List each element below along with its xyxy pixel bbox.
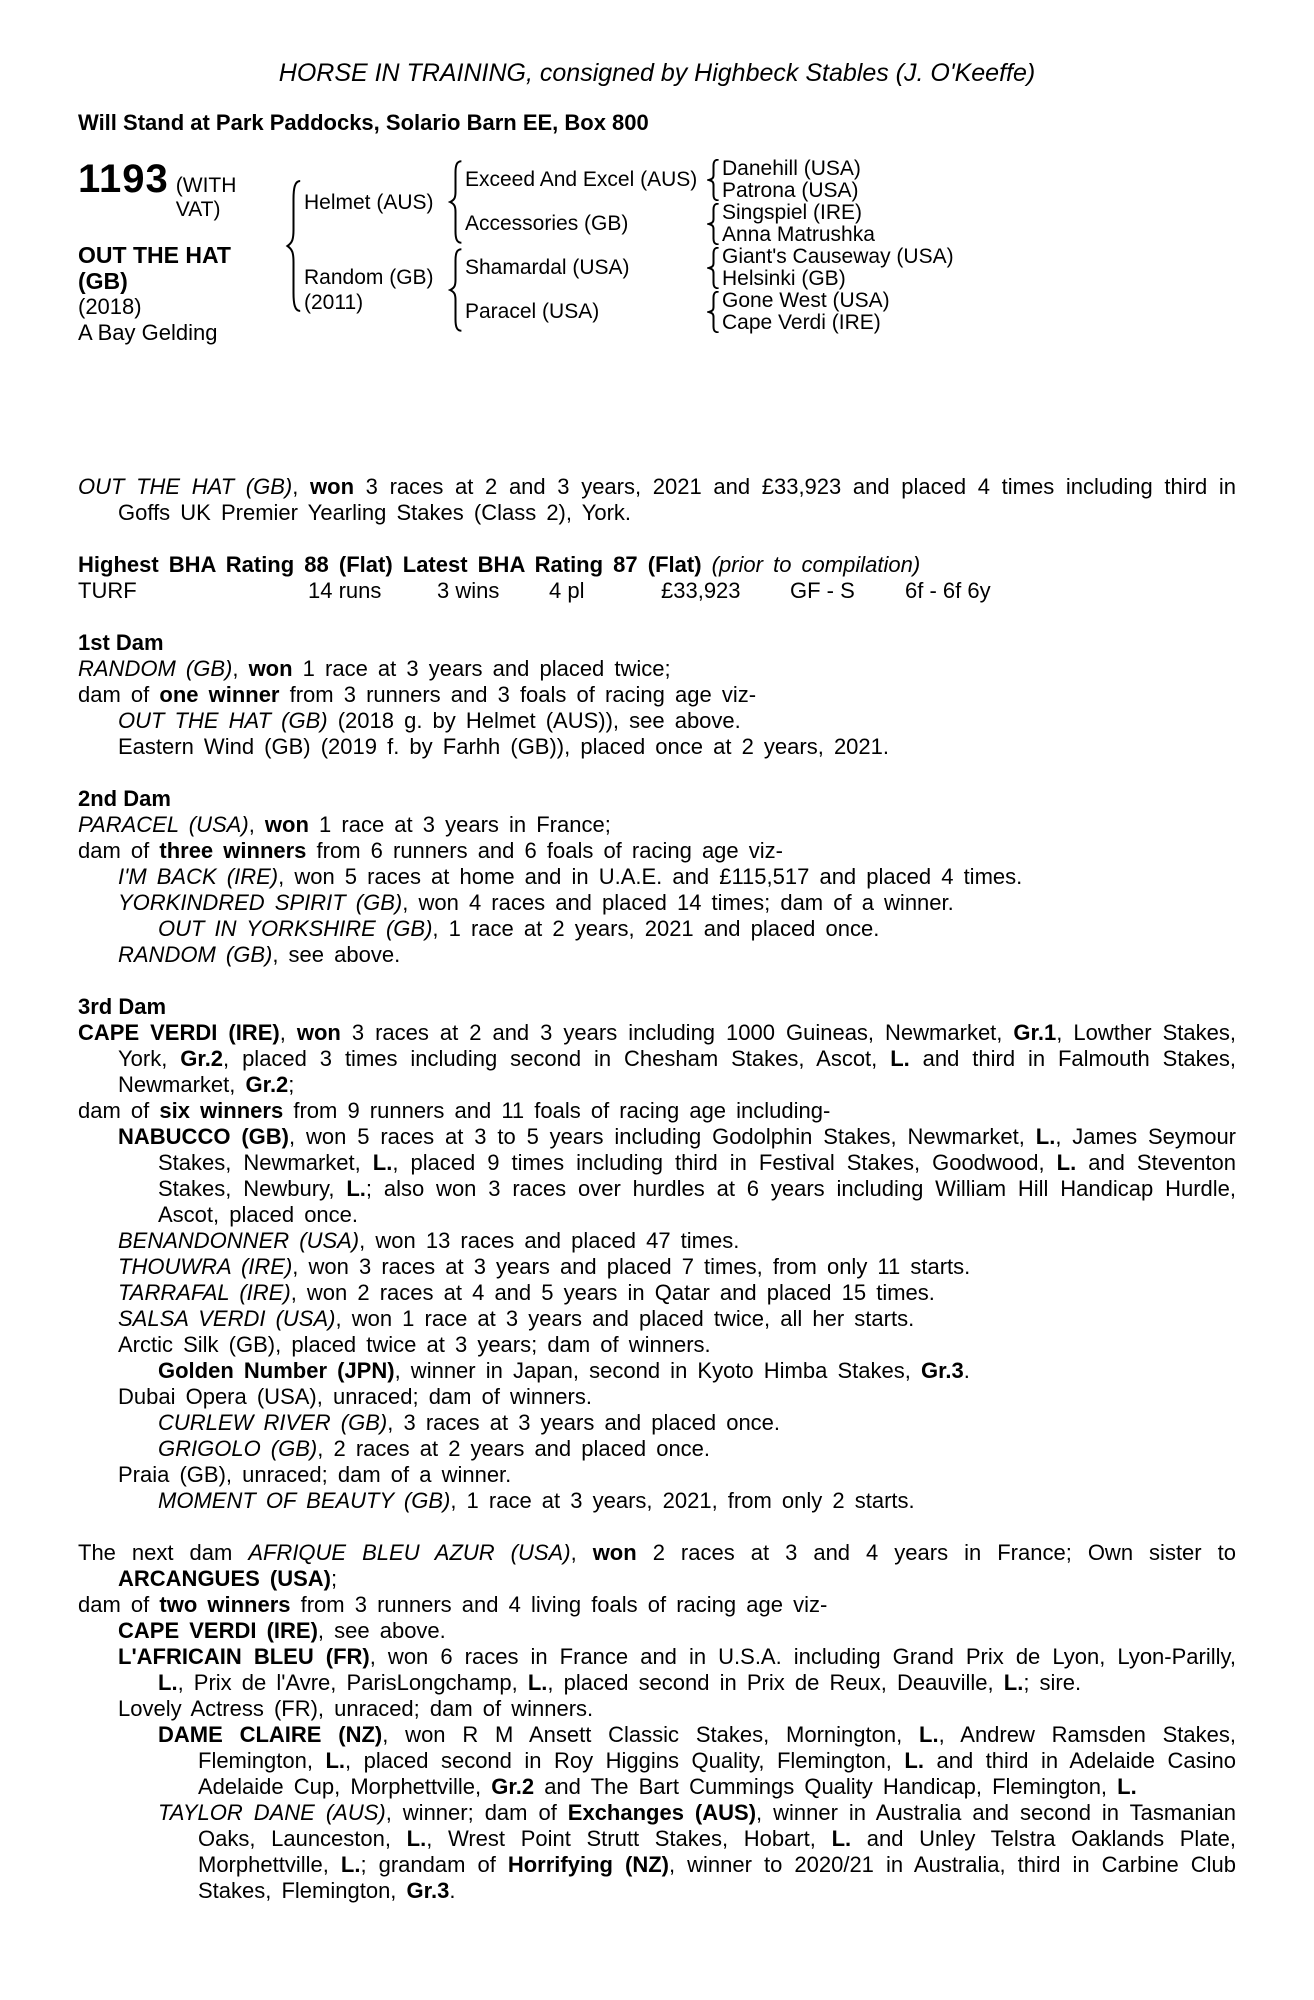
text-run: and third in Adelaide Casino Adelaide Cup, Morphettville, <box>198 1748 1236 1799</box>
text-run: (prior to compilation) <box>711 552 921 577</box>
dam-sections <box>78 630 1236 1904</box>
dam-dam-name: Paracel (USA) <box>465 300 600 323</box>
sire-name <box>304 190 446 215</box>
text-run: , Andrew Ramsden Stakes, Flemington, <box>198 1722 1236 1773</box>
text-run: PARACEL (USA) <box>78 812 249 837</box>
horse-name: OUT THE HAT <box>78 242 231 268</box>
text-run: , <box>279 1020 297 1045</box>
ancestor-name: Cape Verdi (IRE) <box>722 311 881 334</box>
text-run: , won 5 races at 3 to 5 years including Godolphin Stakes, Newmarket, <box>288 1124 1036 1149</box>
text-run: ; <box>331 1566 338 1591</box>
text-run: , <box>232 656 249 681</box>
text-run: I'M BACK (IRE) <box>118 864 279 889</box>
catalogue-paragraph <box>78 1358 1236 1384</box>
catalogue-paragraph <box>78 1644 1236 1696</box>
text-run: . <box>449 1878 456 1903</box>
text-run: CAPE VERDI (IRE) <box>78 1020 280 1045</box>
catalogue-paragraph <box>78 1722 1236 1800</box>
race-record <box>78 474 1236 526</box>
text-run: , won R M Ansett Classic Stakes, Mornington, <box>382 1722 919 1747</box>
text-run: dam of <box>78 1098 160 1123</box>
ancestor-name: Helmet (AUS) <box>304 190 434 214</box>
dam-section <box>78 630 1236 760</box>
text-run: dam of <box>78 838 160 863</box>
text-run: , won 4 races and placed 14 times; dam of a winner. <box>402 890 954 915</box>
text-run: RANDOM (GB) <box>78 656 233 681</box>
text-run: from 9 runners and 11 foals of racing age including- <box>283 1098 831 1123</box>
text-run: L. <box>340 1852 361 1877</box>
text-run: and Unley Telstra Oaklands Plate, Morphettville, <box>198 1826 1236 1877</box>
catalogue-paragraph <box>78 1020 1236 1098</box>
ancestor-name: Helsinki (GB) <box>722 267 846 290</box>
catalogue-paragraph <box>78 1592 1236 1618</box>
pedigree-brace-icon <box>707 247 720 289</box>
dam-name <box>304 265 446 315</box>
text-run: Gr.3 <box>920 1358 964 1383</box>
sire-sire-name: Exceed And Excel (AUS) <box>465 168 698 191</box>
sire-dam-name: Accessories (GB) <box>465 212 629 235</box>
ancestor-name: Anna Matrushka <box>722 223 875 246</box>
text-run: and third in Falmouth Stakes, Newmarket, <box>118 1046 1236 1097</box>
catalogue-paragraph <box>78 916 1236 942</box>
text-run: OUT IN YORKSHIRE (GB) <box>158 916 433 941</box>
text-run: , won 2 races at 4 and 5 years in Qatar and placed 15 times. <box>290 1280 935 1305</box>
pedigree-tree <box>283 158 954 334</box>
lot-block <box>78 158 1236 346</box>
page-title: HORSE IN TRAINING, consigned by Highbeck Stables (J. O'Keeffe) <box>278 59 1036 87</box>
bha-rating-block <box>78 552 1236 604</box>
text-run: , winner; dam of <box>385 1800 568 1825</box>
catalogue-paragraph <box>78 1254 1236 1280</box>
text-run: YORKINDRED SPIRIT (GB) <box>118 890 403 915</box>
text-run: , <box>292 474 311 499</box>
text-run: CAPE VERDI (IRE) <box>118 1618 318 1643</box>
text-run: ; <box>288 1072 295 1097</box>
text-run: Eastern Wind (GB) (2019 f. by Farhh (GB)), placed once at 2 years, 2021. <box>118 734 889 759</box>
text-run: and Steventon Stakes, Newbury, <box>158 1150 1237 1201</box>
text-run: , placed second in Roy Higgins Quality, Flemington, <box>345 1748 905 1773</box>
text-run: dam of <box>78 682 160 707</box>
dam-dam-branch <box>465 290 954 334</box>
text-run: L. <box>527 1670 548 1695</box>
text-run: , 1 race at 2 years, 2021 and placed once. <box>432 916 880 941</box>
text-run: from 6 runners and 6 foals of racing age viz- <box>306 838 783 863</box>
text-run: Highest BHA Rating 88 (Flat) Latest BHA Rating 87 (Flat) <box>78 552 712 577</box>
text-run: Dubai Opera (USA), unraced; dam of winners. <box>118 1384 592 1409</box>
text-run: , Prix de l'Avre, ParisLongchamp, <box>177 1670 528 1695</box>
foaling-year: (2018) <box>78 294 142 319</box>
section-heading: 2nd Dam <box>78 786 171 811</box>
text-run: 1 race at 3 years and placed twice; <box>292 656 671 681</box>
text-run: L. <box>372 1150 393 1175</box>
wins-count: 3 wins <box>437 578 500 603</box>
text-run: OUT THE HAT (GB) <box>118 708 328 733</box>
sire-branch <box>304 158 954 246</box>
text-run: CURLEW RIVER (GB) <box>158 1410 388 1435</box>
pedigree-brace-icon <box>448 160 463 244</box>
text-run: L. <box>1003 1670 1024 1695</box>
ancestor-year: (2011) <box>304 291 364 314</box>
pedigree-brace-icon <box>285 179 302 313</box>
text-run: . <box>963 1358 970 1383</box>
dam-branch <box>304 246 954 334</box>
pedigree-brace-icon <box>707 291 720 333</box>
text-run: L. <box>904 1748 924 1773</box>
ancestor-name: Danehill (USA) <box>722 157 861 180</box>
text-run: , placed 3 times including second in Chesham Stakes, Ascot, <box>223 1046 891 1071</box>
catalogue-paragraph <box>78 838 1236 864</box>
text-run: 1 race at 3 years in France; <box>308 812 611 837</box>
text-run: and The Bart Cummings Quality Handicap, Flemington, <box>534 1774 1118 1799</box>
text-run: ; sire. <box>1023 1670 1082 1695</box>
text-run: L. <box>919 1722 939 1747</box>
dam-section <box>78 994 1236 1514</box>
runs-count: 14 runs <box>308 578 382 603</box>
text-run: , <box>570 1540 593 1565</box>
text-run: The next dam <box>78 1540 249 1565</box>
text-run: , won 1 race at 3 years and placed twice, all her starts. <box>335 1306 915 1331</box>
dam-section <box>78 1540 1236 1904</box>
text-run: , see above. <box>317 1618 446 1643</box>
text-run: L. <box>831 1826 852 1851</box>
dam-sire-branch <box>465 246 954 290</box>
text-run: RANDOM (GB) <box>118 942 273 967</box>
text-run: 3 races at 2 and 3 years, 2021 and £33,923 and placed 4 times including third in Goffs UK Premier Yearling Stakes (Class 2), York. <box>118 474 1236 525</box>
lot-number: 1193 <box>78 157 169 201</box>
race-statistics-row <box>78 578 1236 604</box>
text-run: , won 6 races in France and in U.S.A. including Grand Prix de Lyon, Lyon-Parilly, <box>369 1644 1236 1669</box>
text-run: Arctic Silk (GB), placed twice at 3 years; dam of winners. <box>118 1332 711 1357</box>
catalogue-paragraph <box>78 1098 1236 1124</box>
section-heading: 3rd Dam <box>78 994 167 1019</box>
text-run: NABUCCO (GB) <box>118 1124 289 1149</box>
text-run: L. <box>325 1748 346 1773</box>
text-run: won <box>296 1020 341 1045</box>
catalogue-paragraph <box>78 1280 1236 1306</box>
text-run: won <box>248 656 293 681</box>
text-run: won <box>310 474 355 499</box>
text-run: , winner in Australia and second in Tasmanian Oaks, Launceston, <box>198 1800 1236 1851</box>
text-run: , winner in Japan, second in Kyoto Himba Stakes, <box>394 1358 921 1383</box>
catalogue-paragraph <box>78 1800 1236 1904</box>
text-run: , 1 race at 3 years, 2021, from only 2 starts. <box>450 1488 915 1513</box>
text-run: from 3 runners and 3 foals of racing age viz- <box>279 682 757 707</box>
catalogue-paragraph <box>78 1384 1236 1410</box>
text-run: ; grandam of <box>360 1852 508 1877</box>
ancestor-name: Random (GB) <box>304 266 434 289</box>
text-run: L. <box>346 1176 366 1201</box>
text-run: Gr.2 <box>180 1046 224 1071</box>
text-run: L. <box>1117 1774 1137 1799</box>
text-run: Exchanges (AUS) <box>567 1800 757 1825</box>
catalogue-paragraph <box>78 942 1236 968</box>
text-run: , placed second in Prix de Reux, Deauville, <box>547 1670 1004 1695</box>
stand-location-line: Will Stand at Park Paddocks, Solario Barn EE, Box 800 <box>78 110 649 135</box>
sire-sire-branch <box>465 158 875 202</box>
text-run: MOMENT OF BEAUTY (GB) <box>158 1488 451 1513</box>
catalogue-paragraph <box>78 1306 1236 1332</box>
dam-section <box>78 786 1236 968</box>
text-run: 3 races at 2 and 3 years including 1000 Guineas, Newmarket, <box>340 1020 1014 1045</box>
text-run: six winners <box>159 1098 284 1123</box>
text-run: Gr.3 <box>406 1878 450 1903</box>
catalogue-paragraph <box>78 890 1236 916</box>
text-run: TARRAFAL (IRE) <box>118 1280 291 1305</box>
text-run: L'AFRICAIN BLEU (FR) <box>118 1644 370 1669</box>
text-run: , <box>248 812 265 837</box>
catalogue-paragraph <box>78 1696 1236 1722</box>
catalogue-paragraph <box>78 656 1236 682</box>
text-run: ARCANGUES (USA) <box>118 1566 331 1591</box>
sire-dam-branch <box>465 202 875 246</box>
text-run: , won 3 races at 3 years and placed 7 times, from only 11 starts. <box>292 1254 971 1279</box>
text-run: , Wrest Point Strutt Stakes, Hobart, <box>426 1826 832 1851</box>
text-run: L. <box>1056 1150 1077 1175</box>
text-run: SALSA VERDI (USA) <box>118 1306 336 1331</box>
text-run: TAYLOR DANE (AUS) <box>158 1800 386 1825</box>
text-run: , won 5 races at home and in U.A.E. and £115,517 and placed 4 times. <box>278 864 1023 889</box>
horse-name-suffix: (GB) <box>78 268 128 294</box>
distance-range: 6f - 6f 6y <box>905 578 991 603</box>
text-run: from 3 runners and 4 living foals of racing age viz- <box>290 1592 828 1617</box>
text-run: , Lowther Stakes, York, <box>118 1020 1236 1071</box>
text-run: Gr.1 <box>1013 1020 1057 1045</box>
horse-description: A Bay Gelding <box>78 320 218 345</box>
text-run: THOUWRA (IRE) <box>118 1254 293 1279</box>
catalogue-paragraph <box>78 1410 1236 1436</box>
text-run: , won 13 races and placed 47 times. <box>359 1228 740 1253</box>
catalogue-paragraph <box>78 1332 1236 1358</box>
text-run: Lovely Actress (FR), unraced; dam of winners. <box>118 1696 594 1721</box>
text-run: Praia (GB), unraced; dam of a winner. <box>118 1462 512 1487</box>
text-run: Gr.2 <box>245 1072 289 1097</box>
catalogue-paragraph <box>78 734 1236 760</box>
text-run: three winners <box>159 838 307 863</box>
text-run: , 3 races at 3 years and placed once. <box>387 1410 781 1435</box>
text-run: L. <box>406 1826 427 1851</box>
places-count: 4 pl <box>549 578 585 603</box>
catalogue-paragraph <box>78 682 1236 708</box>
dam-sire-name: Shamardal (USA) <box>465 256 630 279</box>
earnings-amount: £33,923 <box>661 578 741 603</box>
pedigree-brace-icon <box>707 203 720 245</box>
text-run: , 2 races at 2 years and placed once. <box>317 1436 711 1461</box>
text-run: BENANDONNER (USA) <box>118 1228 360 1253</box>
text-run: dam of <box>78 1592 160 1617</box>
catalogue-paragraph <box>78 1618 1236 1644</box>
text-run: Gr.2 <box>491 1774 535 1799</box>
text-run: two winners <box>159 1592 291 1617</box>
text-run: L. <box>890 1046 910 1071</box>
text-run: L. <box>1035 1124 1056 1149</box>
text-run: , winner to 2020/21 in Australia, third in Carbine Club Stakes, Flemington, <box>198 1852 1236 1903</box>
ancestor-name: Patrona (USA) <box>722 179 859 202</box>
ancestor-name: Giant's Causeway (USA) <box>722 245 954 268</box>
text-run: OUT THE HAT (GB) <box>78 474 293 499</box>
pedigree-brace-icon <box>448 248 463 332</box>
catalogue-paragraph <box>78 1540 1236 1592</box>
lot-identity <box>78 158 283 346</box>
catalogue-paragraph <box>78 1124 1236 1228</box>
text-run: 2 races at 3 and 4 years in France; Own sister to <box>636 1540 1236 1565</box>
text-run: Golden Number (JPN) <box>158 1358 395 1383</box>
catalogue-paragraph <box>78 864 1236 890</box>
text-run: DAME CLAIRE (NZ) <box>158 1722 383 1747</box>
bha-rating-line <box>78 552 1236 578</box>
text-run: L. <box>158 1670 178 1695</box>
text-run: GRIGOLO (GB) <box>158 1436 318 1461</box>
text-run: AFRIQUE BLEU AZUR (USA) <box>248 1540 571 1565</box>
pedigree-brace-icon <box>707 159 720 201</box>
text-run: one winner <box>159 682 280 707</box>
text-run: , James Seymour Stakes, Newmarket, <box>158 1124 1237 1175</box>
catalogue-paragraph <box>78 1436 1236 1462</box>
section-heading: 1st Dam <box>78 630 164 655</box>
catalogue-paragraph <box>78 1488 1236 1514</box>
catalogue-paragraph <box>78 1228 1236 1254</box>
text-run: ; also won 3 races over hurdles at 6 years including William Hill Handicap Hurdle, Ascot, placed once. <box>158 1176 1236 1227</box>
text-run: (2018 g. by Helmet (AUS)), see above. <box>327 708 741 733</box>
ancestor-name: Gone West (USA) <box>722 289 890 312</box>
catalogue-paragraph <box>78 708 1236 734</box>
text-run: won <box>592 1540 637 1565</box>
text-run: Horrifying (NZ) <box>507 1852 669 1877</box>
ancestor-name: Singspiel (IRE) <box>722 201 863 224</box>
catalogue-paragraph <box>78 812 1236 838</box>
text-run: , see above. <box>272 942 401 967</box>
text-run: won <box>264 812 309 837</box>
lot-vat-note: (WITH VAT) <box>175 174 237 221</box>
going-range: GF - S <box>790 578 855 603</box>
surface-label: TURF <box>78 578 137 603</box>
text-run: , placed 9 times including third in Festival Stakes, Goodwood, <box>392 1150 1057 1175</box>
catalogue-paragraph <box>78 1462 1236 1488</box>
